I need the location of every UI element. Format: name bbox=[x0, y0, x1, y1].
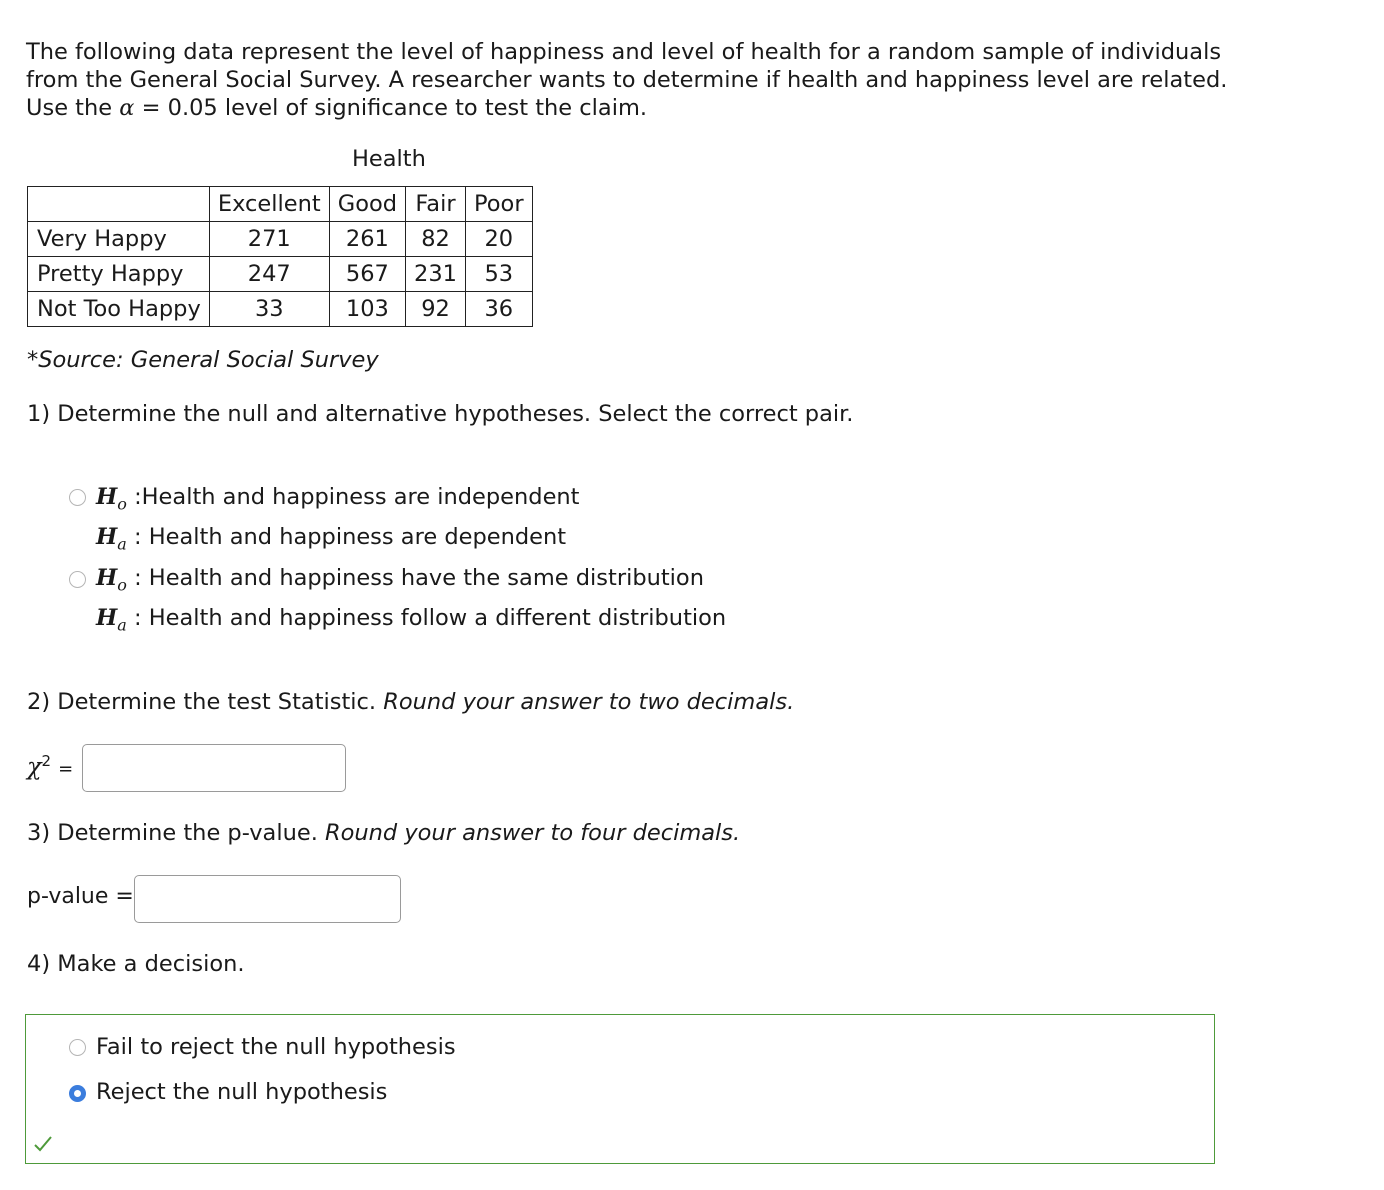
table-cell: 261 bbox=[329, 222, 405, 257]
table-cell: 20 bbox=[466, 222, 533, 257]
chi-square-label bbox=[27, 752, 73, 780]
intro-line-3-suffix: = 0.05 level of significance to test the claim. bbox=[141, 95, 648, 121]
hypothesis-option-1-alt bbox=[96, 521, 580, 561]
hypothesis-option-2-null bbox=[96, 562, 726, 602]
intro-line-3 bbox=[26, 94, 1266, 122]
null-text: :Health and happiness are independent bbox=[134, 484, 580, 510]
question-2-prompt-italic: Round your answer to two decimals. bbox=[383, 689, 795, 715]
table-title: Health bbox=[352, 146, 426, 172]
table-cell: 231 bbox=[406, 257, 466, 292]
alt-text: : Health and happiness follow a different distribution bbox=[133, 604, 727, 631]
intro-line-3-prefix: Use the bbox=[26, 95, 113, 121]
table-header-excellent: Excellent bbox=[209, 187, 329, 222]
p-value-input[interactable] bbox=[134, 875, 401, 923]
test-statistic-input[interactable] bbox=[82, 744, 346, 792]
question-2-prompt-plain: 2) Determine the test Statistic. bbox=[27, 689, 377, 715]
fail-to-reject-option[interactable]: Fail to reject the null hypothesis bbox=[96, 1034, 456, 1060]
question-2-prompt bbox=[27, 689, 794, 715]
intro-line-2: from the General Social Survey. A researcher wants to determine if health and happiness level are related. bbox=[26, 67, 1228, 93]
chi-symbol: χ bbox=[27, 752, 42, 781]
table-header-good: Good bbox=[329, 187, 405, 222]
row-label: Not Too Happy bbox=[28, 292, 210, 327]
hypothesis-option-2-alt bbox=[96, 602, 726, 642]
table-row bbox=[28, 257, 533, 292]
row-label: Very Happy bbox=[28, 222, 210, 257]
alt-symbol: $H_a$ bbox=[96, 523, 127, 553]
intro-line-1: The following data represent the level of happiness and level of health for a random sample of individuals bbox=[26, 39, 1222, 65]
hypothesis-option-2[interactable] bbox=[96, 562, 726, 641]
contingency-table bbox=[27, 186, 533, 327]
table-cell: 247 bbox=[209, 257, 329, 292]
table-cell: 103 bbox=[329, 292, 405, 327]
table-cell: 92 bbox=[406, 292, 466, 327]
hypothesis-option-2-radio[interactable] bbox=[69, 571, 86, 588]
table-row bbox=[28, 222, 533, 257]
null-symbol: $H_o$ bbox=[96, 484, 127, 514]
question-3-prompt bbox=[27, 820, 740, 846]
table-cell: 53 bbox=[466, 257, 533, 292]
problem-statement bbox=[26, 38, 1266, 122]
reject-option[interactable]: Reject the null hypothesis bbox=[96, 1079, 388, 1105]
table-cell: 271 bbox=[209, 222, 329, 257]
hypothesis-option-1-null bbox=[96, 481, 580, 521]
p-value-label: p-value = bbox=[27, 884, 134, 909]
reject-radio[interactable] bbox=[69, 1085, 86, 1102]
alt-symbol: $H_a$ bbox=[96, 604, 127, 634]
alt-text: : Health and happiness are dependent bbox=[133, 523, 567, 550]
table-source: *Source: General Social Survey bbox=[27, 347, 379, 373]
null-symbol: $H_o$ bbox=[96, 565, 127, 595]
question-1-prompt: 1) Determine the null and alternative hypotheses. Select the correct pair. bbox=[27, 401, 854, 427]
table-cell: 33 bbox=[209, 292, 329, 327]
check-icon bbox=[33, 1134, 53, 1154]
alpha-symbol: α bbox=[119, 95, 135, 121]
question-4-prompt: 4) Make a decision. bbox=[27, 951, 245, 977]
table-cell: 36 bbox=[466, 292, 533, 327]
hypothesis-option-1-radio[interactable] bbox=[69, 489, 86, 506]
null-text: : Health and happiness have the same distribution bbox=[134, 565, 704, 591]
row-label: Pretty Happy bbox=[28, 257, 210, 292]
hypothesis-option-1[interactable] bbox=[96, 481, 580, 560]
chi-equals: = bbox=[58, 758, 74, 780]
question-3-prompt-italic: Round your answer to four decimals. bbox=[325, 820, 741, 846]
question-3-prompt-plain: 3) Determine the p-value. bbox=[27, 820, 318, 846]
table-cell: 567 bbox=[329, 257, 405, 292]
chi-superscript: 2 bbox=[41, 752, 52, 770]
fail-to-reject-radio[interactable] bbox=[69, 1039, 86, 1056]
table-header-corner bbox=[28, 187, 210, 222]
table-row bbox=[28, 292, 533, 327]
table-header-row bbox=[28, 187, 533, 222]
table-cell: 82 bbox=[406, 222, 466, 257]
table-header-fair: Fair bbox=[406, 187, 466, 222]
table-header-poor: Poor bbox=[466, 187, 533, 222]
